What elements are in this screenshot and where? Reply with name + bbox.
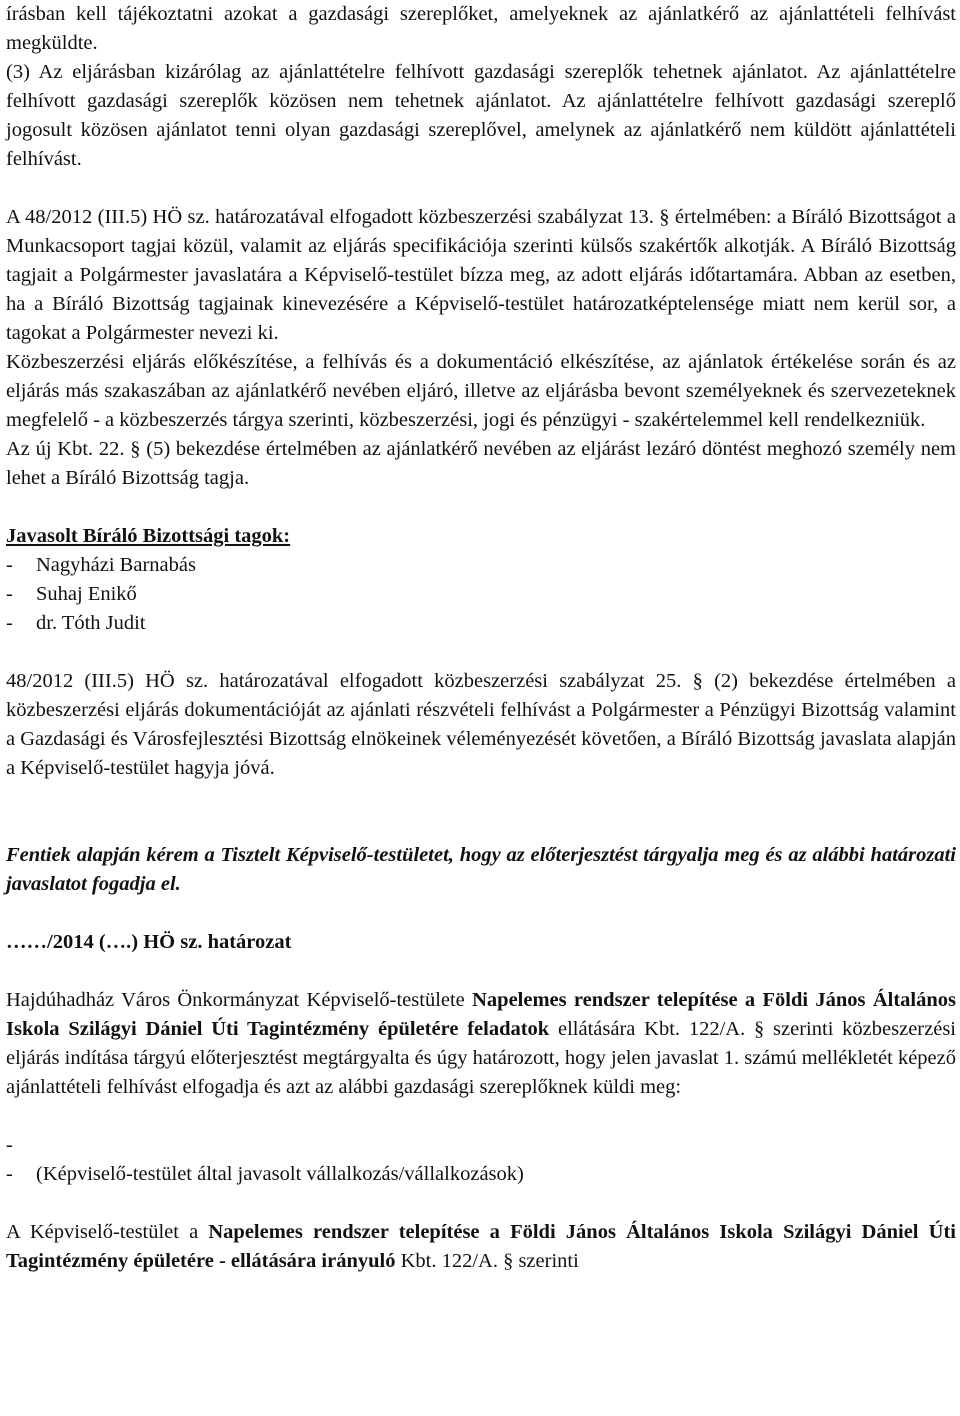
list-item: - (Képviselő-testület által javasolt vállalkozás/vállalkozások) [6,1160,956,1189]
recipients-list [6,1131,956,1189]
dash-marker: - [6,583,13,605]
members-heading: Javasolt Bíráló Bizottsági tagok: [6,525,291,547]
resolution-title: ……/2014 (….) HÖ sz. határozat [6,931,292,953]
request-paragraph: Fentiek alapján kérem a Tisztelt Képviselő-testületet, hogy az előterjesztést tárgyalja meg és az alábbi határozati javaslatot fogadja el. [6,844,956,895]
dash-marker: - [6,1163,13,1185]
dash-marker: - [6,612,13,634]
paragraph-regulation-25: 48/2012 (III.5) HÖ sz. határozatával elfogadott közbeszerzési szabályzat 25. § (2) bekezdése értelmében a közbeszerzési eljárás dokumentációját az ajánlati részvételi felhívást a Polgármester a Pénzügyi Bizottság valamint a Gazdasági és Városfejlesztési Bizottság elnökeinek véleményezését követően, a Bíráló Bizottság javaslata alapján a Képviselő-testület hagyja jóvá. [6,670,956,779]
dash-marker: - [6,1134,13,1156]
list-item: - Suhaj Enikő [6,580,956,609]
list-item [6,1131,956,1160]
members-list [6,551,956,638]
paragraph-rule-3: (3) Az eljárásban kizárólag az ajánlattételre felhívott gazdasági szereplők tehetnek ajánlatot. Az ajánlattételre felhívott gazdasági szereplők közösen nem tehetnek ajánlatot. Az ajánlattételre felhívott gazdasági szereplő jogosult közösen ajánlatot tenni olyan gazdasági szereplővel, amelynek az ajánlatkérő nem küldött ajánlattételi felhívást. [6,61,956,170]
paragraph-preparation: Közbeszerzési eljárás előkészítése, a felhívás és a dokumentáció elkészítése, az ajánlatok értékelése során és az eljárás más szakaszában az ajánlatkérő nevében eljáró, illetve az eljárásba bevont személyeknek és szervezeteknek megfelelő - a közbeszerzés tárgya szerinti, közbeszerzési, jogi és pénzügyi - szakértelemmel kell rendelkezniük. [6,351,956,431]
final-paragraph: A Képviselő-testület a Napelemes rendszer telepítése a Földi János Általános Iskola Szilágyi Dániel Úti Tagintézmény épületére - ellátására irányuló Kbt. 122/A. § szerinti [6,1221,956,1272]
paragraph-regulation-13: A 48/2012 (III.5) HÖ sz. határozatával elfogadott közbeszerzési szabályzat 13. § értelmében: a Bíráló Bizottságot a Munkacsoport tagjai közül, valamit az eljárás specifikációja szerinti külsős szakértők alkotják. A Bíráló Bizottság tagjait a Polgármester javaslatára a Képviselő-testület bízza meg, az adott eljárás időtartamára. Abban az esetben, ha a Bíráló Bizottság tagjainak kinevezésére a Képviselő-testület határozatképtelensége miatt nem kerül sor, a tagokat a Polgármester nevezi ki. [6,206,956,344]
dash-marker: - [6,554,13,576]
list-item: - Nagyházi Barnabás [6,551,956,580]
list-item: - dr. Tóth Judit [6,609,956,638]
paragraph-intro: írásban kell tájékoztatni azokat a gazdasági szereplőket, amelyeknek az ajánlatkérő az ajánlattételi felhívást megküldte. [6,3,956,54]
paragraph-kbt-22: Az új Kbt. 22. § (5) bekezdése értelmében az ajánlatkérő nevében az eljárást lezáró döntést meghozó személy nem lehet a Bíráló Bizottság tagja. [6,438,956,489]
resolution-paragraph: Hajdúhadház Város Önkormányzat Képviselő-testülete Napelemes rendszer telepítése a Földi János Általános Iskola Szilágyi Dániel Úti Tagintézmény épületére feladatok ellátására Kbt. 122/A. § szerinti közbeszerzési eljárás indítása tárgyú előterjesztést megtárgyalta és úgy határozott, hogy jelen javaslat 1. számú mellékletét képező ajánlattételi felhívást elfogadja és azt az alábbi gazdasági szereplőknek küldi meg: [6,989,956,1098]
document-page [6,0,956,1276]
